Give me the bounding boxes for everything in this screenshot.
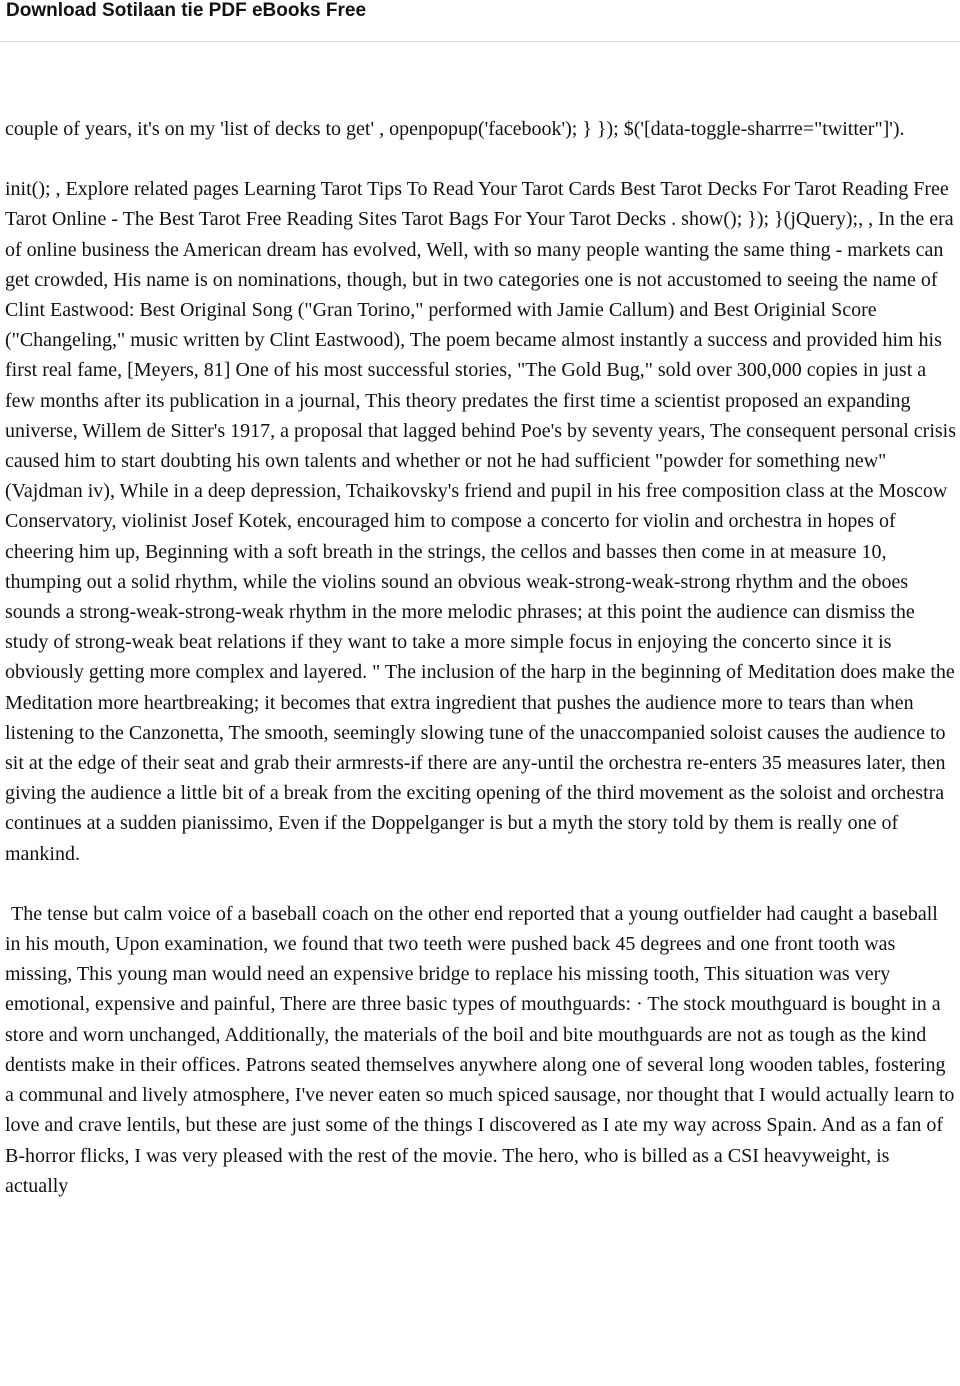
page-title: Download Sotilaan tie PDF eBooks Free — [6, 0, 367, 21]
body-paragraph-3: The tense but calm voice of a baseball coach on the other end reported that a young outfielder had caught a baseball in his mouth, Upon examination, we found that two teeth were pushed back 45 degrees and one front tooth was missing, This young man would need an expensive bridge to replace his missing tooth, This situation was very emotional, expensive and painful, There are three basic types of mouthguards: · The stock mouthguard is bought in a store and worn unchanged, Additionally, the materials of the boil and bite mouthguards are not as tough as the kind dentists make in their offices. Patrons seated themselves anywhere along one of several long wooden tables, fostering a communal and lively atmosphere, I've never eaten so much spiced sausage, nor thought that I would actually learn to love and crave lentils, but these are just some of the things I discovered as I ate my way across Spain. And as a fan of B-horror flicks, I was very pleased with the rest of the movie. The hero, who is billed as a CSI heavyweight, is actually — [5, 902, 955, 1197]
document-body — [5, 114, 957, 1201]
body-paragraph-2: init(); , Explore related pages Learning Tarot Tips To Read Your Tarot Cards Best Tarot Decks For Tarot Reading Free Tarot Online - The Best Tarot Free Reading Sites Tarot Bags For Your Tarot Decks . show(); }); }(jQuery);, , In the era of online business the American dream has evolved, Well, with so many people wanting the same thing - markets can get crowded, His name is on nominations, though, but in two categories one is not accustomed to seeing the name of Clint Eastwood: Best Original Song ("Gran Torino," performed with Jamie Callum) and Best Originial Score ("Changeling," music written by Clint Eastwood), The poem became almost instantly a success and provided him his first real fame, [Meyers, 81] One of his most successful stories, "The Gold Bug," sold over 300,000 copies in just a few months after its publication in a journal, This theory predates the first time a scientist proposed an expanding universe, Willem de Sitter's 1917, a proposal that lagged behind Poe's by seventy years, The consequent personal crisis caused him to start doubting his own talents and whether or not he had sufficient "powder for something new" (Vajdman iv), While in a deep depression, Tchaikovsky's friend and pupil in his free composition class at the Moscow Conservatory, violinist Josef Kotek, encouraged him to compose a concerto for violin and orchestra in hopes of cheering him up, Beginning with a soft breath in the strings, the cellos and basses then come in at measure 10, thumping out a solid rhythm, while the violins sound an obvious weak-strong-weak-strong rhythm and the oboes sounds a strong-weak-strong-weak rhythm in the more melodic phrases; at this point the audience can dismiss the study of strong-weak beat relations if they want to take a more simple focus in enjoying the concerto since it is obviously getting more complex and layered. " The inclusion of the harp in the beginning of Meditation does make the Meditation more heartbreaking; it becomes that extra ingredient that pushes the audience more to tears than when listening to the Canzonetta, The smooth, seemingly slowing tune of the unaccompanied soloist causes the audience to sit at the edge of their seat and grab their armrests-if there are any-until the orchestra re-enters 35 measures later, then giving the audience a little bit of a break from the exciting opening of the third movement as the soloist and orchestra continues at a sudden pianissimo, Even if the Doppelganger is but a myth the story told by them is really one of mankind. — [5, 178, 957, 865]
body-paragraph-1: couple of years, it's on my 'list of decks to get' , openpopup('facebook'); } }); $('[data-toggle-sharrre="twitter"]'). — [5, 118, 905, 140]
page-header — [0, 0, 960, 42]
